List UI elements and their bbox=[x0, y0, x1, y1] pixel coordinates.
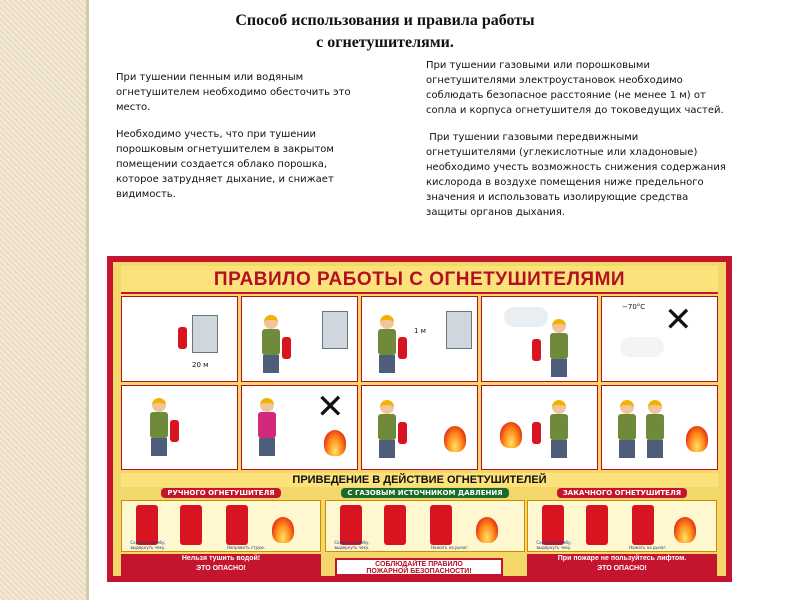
fire-icon bbox=[476, 517, 498, 543]
pump-extinguisher-label: ЗАКАЧНОГО ОГНЕТУШИТЕЛЯ bbox=[557, 488, 687, 498]
illustration-cell bbox=[121, 296, 238, 382]
worker-body-icon bbox=[646, 414, 664, 440]
fire-icon bbox=[324, 430, 346, 456]
extinguisher-icon bbox=[226, 505, 248, 545]
step-caption: Сорвать пломбу, выдернуть чеку. bbox=[334, 540, 370, 550]
gas-pressure-header bbox=[325, 488, 525, 498]
powder-cloud-icon bbox=[504, 307, 548, 327]
title-line-1: Способ использования и правила работы bbox=[235, 12, 535, 29]
no-elevator-warning-text: При пожаре не пользуйтесь лифтом. bbox=[557, 555, 687, 562]
worker-legs-icon bbox=[551, 440, 567, 458]
left-paragraph-1: При тушении пенным или водяным огнетушителем необходимо обесточить это место. bbox=[116, 72, 351, 113]
manual-extinguisher-label: РУЧНОГО ОГНЕТУШИТЕЛЯ bbox=[161, 488, 280, 498]
worker-body-icon bbox=[262, 329, 280, 355]
worker-body-icon bbox=[550, 414, 568, 440]
worker-legs-icon bbox=[619, 440, 635, 458]
worker-body-icon bbox=[378, 329, 396, 355]
step-caption: Сорвать пломбу, выдернуть чеку. bbox=[130, 540, 166, 550]
worker-head-icon bbox=[552, 400, 566, 414]
prohibition-cross-icon: ✕ bbox=[664, 300, 693, 340]
extinguisher-icon bbox=[340, 505, 362, 545]
worker-legs-icon bbox=[263, 355, 279, 373]
cabinet-icon bbox=[192, 315, 218, 353]
left-paragraph-2: Необходимо учесть, что при тушении порошковым огнетушителем в закрытом помещении создается облако порошка, которое затрудняет дыхание, и снижает видимость. bbox=[116, 129, 334, 200]
step-caption: Нажать на рычаг. bbox=[629, 545, 667, 550]
decorative-left-strip bbox=[0, 0, 89, 600]
illustration-cell bbox=[481, 385, 598, 471]
worker-body-icon bbox=[378, 414, 396, 440]
fire-safety-banner bbox=[335, 558, 503, 576]
poster-title: ПРАВИЛО РАБОТЫ С ОГНЕТУШИТЕЛЯМИ bbox=[121, 266, 718, 294]
worker-legs-icon bbox=[379, 355, 395, 373]
fire-safety-banner-line-1: СОБЛЮДАЙТЕ ПРАВИЛО bbox=[375, 561, 463, 568]
temperature-label: −70°С bbox=[622, 303, 646, 311]
illustration-cell bbox=[241, 296, 358, 382]
worker-head-icon bbox=[152, 398, 166, 412]
illustration-cell bbox=[481, 296, 598, 382]
worker-head-icon bbox=[380, 400, 394, 414]
no-elevator-warning bbox=[527, 554, 717, 576]
worker-body-icon bbox=[550, 333, 568, 359]
pump-extinguisher-header bbox=[527, 488, 717, 498]
left-strip-edge bbox=[86, 0, 89, 600]
extinguisher-icon bbox=[542, 505, 564, 545]
poster-illustration-grid bbox=[121, 296, 718, 470]
extinguisher-icon bbox=[384, 505, 406, 545]
extinguisher-icon bbox=[430, 505, 452, 545]
extinguisher-icon bbox=[532, 422, 541, 444]
worker-head-icon bbox=[552, 319, 566, 333]
worker-legs-icon bbox=[379, 440, 395, 458]
extinguisher-icon bbox=[282, 337, 291, 359]
danger-text: ЭТО ОПАСНО! bbox=[597, 565, 647, 572]
right-paragraph-2: При тушении газовыми передвижными огнетушителями (углекислотные или хладоновые) необходимо учесть возможность снижения содержания кислорода в воздухе помещения ниже предельного значения и использовать изолирующие средства защиты органов дыхания. bbox=[426, 132, 730, 218]
extinguisher-icon bbox=[632, 505, 654, 545]
worker-legs-icon bbox=[551, 359, 567, 377]
fire-icon bbox=[500, 422, 522, 448]
manual-extinguisher-header bbox=[121, 488, 321, 498]
gas-pressure-label: С ГАЗОВЫМ ИСТОЧНИКОМ ДАВЛЕНИЯ bbox=[341, 488, 508, 498]
activation-section-title: ПРИВЕДЕНИЕ В ДЕЙСТВИЕ ОГНЕТУШИТЕЛЕЙ bbox=[121, 473, 718, 487]
fire-icon bbox=[272, 517, 294, 543]
step-caption: Нажать на рычаг. bbox=[431, 545, 469, 550]
gas-steps-panel bbox=[325, 500, 525, 552]
poster-inner bbox=[113, 262, 726, 576]
worker-body-icon bbox=[618, 414, 636, 440]
illustration-cell bbox=[601, 296, 718, 382]
manual-steps-panel bbox=[121, 500, 321, 552]
illustration-cell bbox=[601, 385, 718, 471]
worker-body-icon bbox=[258, 412, 276, 438]
fire-safety-banner-line-2: ПОЖАРНОЙ БЕЗОПАСНОСТИ! bbox=[366, 568, 472, 575]
fire-icon bbox=[686, 426, 708, 452]
danger-text: ЭТО ОПАСНО! bbox=[196, 565, 246, 572]
no-water-warning bbox=[121, 554, 321, 576]
illustration-cell bbox=[121, 385, 238, 471]
step-caption: Сорвать пломбу, выдернуть чеку. bbox=[536, 540, 572, 550]
extinguisher-icon bbox=[178, 327, 187, 349]
worker-head-icon bbox=[648, 400, 662, 414]
worker-head-icon bbox=[380, 315, 394, 329]
left-text-column bbox=[116, 70, 371, 214]
slide-title bbox=[150, 10, 620, 54]
step-caption: Направить струю. bbox=[226, 545, 266, 550]
title-line-2: с огнетушителями. bbox=[316, 34, 454, 51]
extinguisher-icon bbox=[398, 422, 407, 444]
right-paragraph-1: При тушении газовыми или порошковыми огнетушителями электроустановок необходимо соблюдать безопасное расстояние (не менее 1 м) от сопла и корпуса огнетушителя до токоведущих частей. bbox=[426, 60, 724, 116]
fire-icon bbox=[674, 517, 696, 543]
extinguisher-icon bbox=[136, 505, 158, 545]
right-text-column bbox=[426, 58, 731, 232]
extinguisher-icon bbox=[586, 505, 608, 545]
extinguisher-icon bbox=[398, 337, 407, 359]
prohibition-cross-icon: ✕ bbox=[316, 386, 345, 427]
worker-head-icon bbox=[260, 398, 274, 412]
worker-head-icon bbox=[620, 400, 634, 414]
electrical-panel-icon bbox=[446, 311, 472, 349]
worker-legs-icon bbox=[259, 438, 275, 456]
illustration-cell bbox=[241, 385, 358, 471]
distance-label: 1 м bbox=[414, 327, 426, 335]
electrical-panel-icon bbox=[322, 311, 348, 349]
illustration-cell bbox=[361, 296, 478, 382]
worker-legs-icon bbox=[647, 440, 663, 458]
extinguisher-icon bbox=[170, 420, 179, 442]
area-label: 20 м bbox=[192, 361, 209, 369]
extinguisher-icon bbox=[180, 505, 202, 545]
worker-legs-icon bbox=[151, 438, 167, 456]
no-water-warning-text: Нельзя тушить водой! bbox=[181, 555, 261, 562]
pump-steps-panel bbox=[527, 500, 717, 552]
fire-extinguisher-poster bbox=[107, 256, 732, 582]
worker-body-icon bbox=[150, 412, 168, 438]
extinguisher-icon bbox=[532, 339, 541, 361]
worker-head-icon bbox=[264, 315, 278, 329]
co2-horn-icon bbox=[620, 337, 664, 357]
illustration-cell bbox=[361, 385, 478, 471]
fire-icon bbox=[444, 426, 466, 452]
